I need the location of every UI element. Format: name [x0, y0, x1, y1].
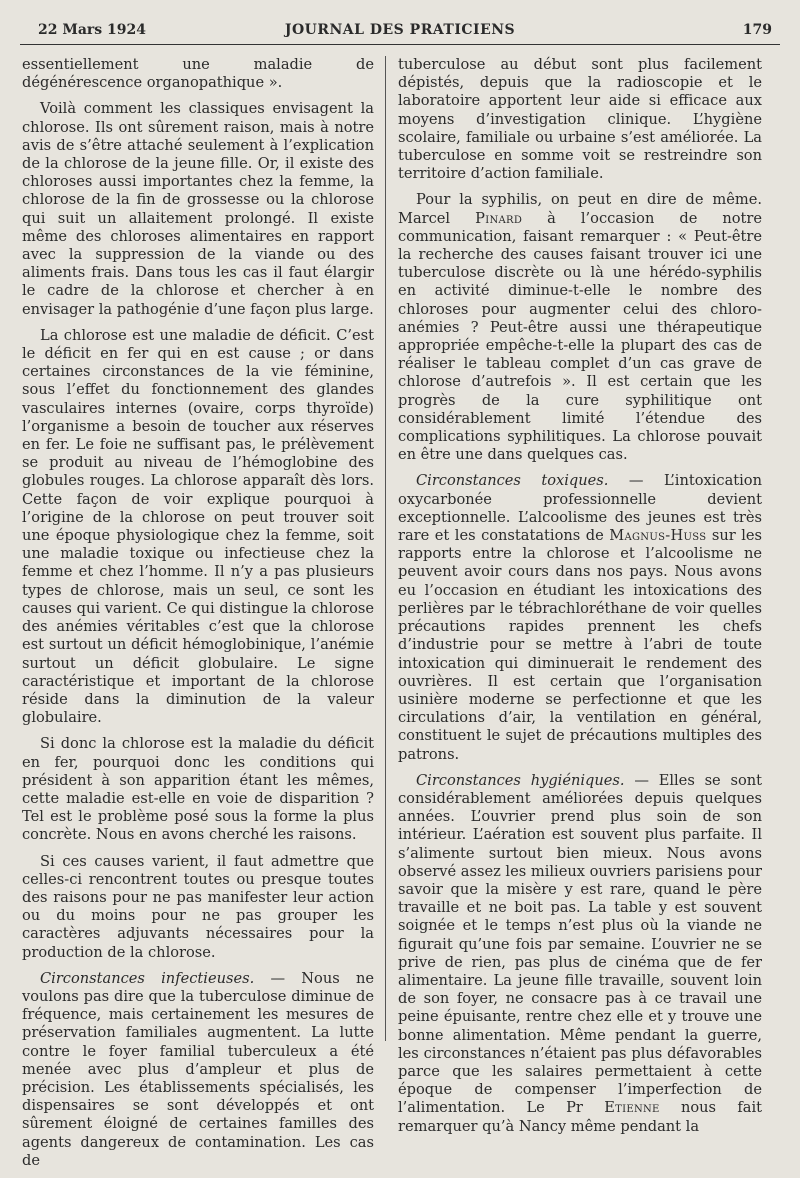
paragraph-text: sur les rapports entre la chlorose et l’alcoolisme ne peuvent avoir cours dans nos pays. Nous avons eu l’occasion en étudiant les intoxications des perlières par le tébrachloréthane de voir quelles précautions rapides prennent les chefs d’industrie pour se mettre à l’abri de toute intoxication qui diminuerait le rendement des ouvrières. Il est certain que l’organisation usinière moderne se perfectionne et que les circulations d’air, la ventilation en général, constituent le sujet de précautions multiples des patrons. [398, 527, 762, 763]
section-heading: Circonstances infectieuses. [40, 969, 255, 987]
issue-date: 22 Mars 1924 [38, 22, 147, 38]
paragraph [398, 472, 762, 763]
paragraph-text: — Nous ne voulons pas dire que la tuberculose diminue de fréquence, mais certainement les mesures de préservation familiales augmentent. La lutte contre le foyer familial tuberculeux a été menée avec plus d’ampleur et plus de précision. Les établissements spécialisés, les dispensaires se sont développés et ont sûrement éloigné de certaines familles des agents dangereux de contamination. Les cas de [22, 969, 374, 1169]
paragraph-text: Pour la syphilis, on peut en dire de même. Marcel [398, 191, 762, 227]
journal-title: JOURNAL DES PRATICIENS [284, 22, 516, 38]
paragraph: tuberculose au début sont plus facilement dépistés, depuis que la radioscopie et le laboratoire apportent leur aide si efficace aux moyens d’investigation clinique. L’hygiène scolaire, familiale ou urbaine s’est améliorée. La tuberculose en somme voit se restreindre son territoire d’action familiale. [398, 56, 762, 183]
paragraph-text: à l’occasion de notre communication, faisant remarquer : « Peut-être la recherche des causes faisant trouver ici une tuberculose discrète ou là une hérédo-syphilis en activité diminue-t-elle le nombre des chloroses pour augmenter celui des chloro-anémies ? Peut-être aussi une thérapeutique appropriée empêche-t-elle la plupart des cas de réaliser le tableau complet d’un cas grave de chlorose d’autrefois ». Il est certain que les progrès de la cure syphilitique ont considérablement limité l’étendue des complications syphilitiques. La chlorose pouvait en être une dans quelques cas. [398, 209, 762, 464]
paragraph-text: — L’intoxication oxycarbonée professionnelle devient exceptionnelle. L’alcoolisme des jeunes est très rare et les constatations de [398, 472, 762, 545]
paragraph: Si donc la chlorose est la maladie du déficit en fer, pourquoi donc les conditions qui président à son apparition étant les mêmes, cette maladie est-elle en voie de disparition ? Tel est le problème posé sous la forme la plus concrète. Nous en avons cherché les raisons. [22, 735, 374, 844]
paragraph: Voilà comment les classiques envisagent la chlorose. Ils ont sûrement raison, mais à notre avis de s’être attaché seulement à l’explication de la chlorose de la jeune fille. Or, il existe des chloroses aussi importantes chez la femme, la chlorose de la fin de grossesse ou la chlorose qui suit un allaitement prolongé. Il existe même des chloroses alimentaires en rapport avec la suppression de la viande ou des aliments frais. Dans tous les cas il faut élargir le cadre de la chlorose et chercher à en envisager la pathogénie d’une façon plus large. [22, 100, 374, 318]
right-column [398, 56, 762, 1144]
paragraph [398, 772, 762, 1136]
paragraph: essentiellement une maladie de dégénérescence organopathique ». [22, 56, 374, 92]
paragraph-text: — Elles se sont considérablement améliorées depuis quelques années. L’ouvrier prend plus soin de son intérieur. L’aération est souvent plus parfaite. Il s’alimente surtout bien mieux. Nous avons observé assez les milieux ouvriers parisiens pour savoir que la misère y est rare, quand le père travaille et ne boit pas. La table y est souvent soignée et le temps n’est plus où la viande ne figurait qu’une fois par semaine. L’ouvrier ne se prive de rien, pas plus de cinéma que de fer alimentaire. La jeune fille travaille, souvent loin de son foyer, ne consacre pas à ce travail une peine épuisante, rentre chez elle et y trouve une bonne alimentation. Même pendant la guerre, les circonstances n’étaient pas plus défavorables parce que les salaires permettaient à cette époque de compenser l’imperfection de l’alimentation. Le Pr [398, 771, 763, 1117]
paragraph [22, 970, 374, 1170]
running-header [20, 18, 780, 45]
column-divider [385, 56, 386, 1041]
page-number: 179 [742, 22, 772, 38]
author-name: Magnus-Huss [609, 527, 707, 545]
paragraph: Si ces causes varient, il faut admettre que celles-ci rencontrent toutes ou presque toutes des raisons pour ne pas manifester leur action ou du moins pour ne pas grouper les caractères adjuvants nécessaires pour la production de la chlorose. [22, 852, 374, 961]
paragraph [398, 191, 762, 464]
paragraph: La chlorose est une maladie de déficit. C’est le déficit en fer qui en est cause ; or dans certaines circonstances de la vie féminine, sous l’effet du fonctionnement des glandes vasculaires internes (ovaire, corps thyroïde) l’organisme a besoin de toucher aux réserves en fer. Le foie ne suffisant pas, le prélèvement se produit au niveau de l’hémoglobine des globules rouges. La chlorose apparaît dès lors. Cette façon de voir explique pourquoi à l’origine de la chlorose on peut trouver soit une époque physiologique chez la femme, soit une maladie toxique ou infectieuse chez la femme et chez l’homme. Il n’y a pas plusieurs types de chlorose, mais un seul, ce sont les causes qui varient. Ce qui distingue la chlorose des anémies véritables c’est que la chlorose est surtout un déficit hémoglobinique, l’anémie surtout un déficit globulaire. Le signe caractéristique et important de la chlorose réside dans la diminution de la valeur globulaire. [22, 326, 374, 727]
section-heading: Circonstances toxiques. [416, 472, 609, 490]
author-name: Pinard [475, 209, 523, 227]
left-column [22, 56, 374, 1178]
section-heading: Circonstances hygiéniques. [416, 771, 625, 789]
paragraph-text: nous fait remarquer qu’à Nancy même pendant la [398, 1099, 762, 1135]
author-name: Etienne [604, 1099, 660, 1117]
